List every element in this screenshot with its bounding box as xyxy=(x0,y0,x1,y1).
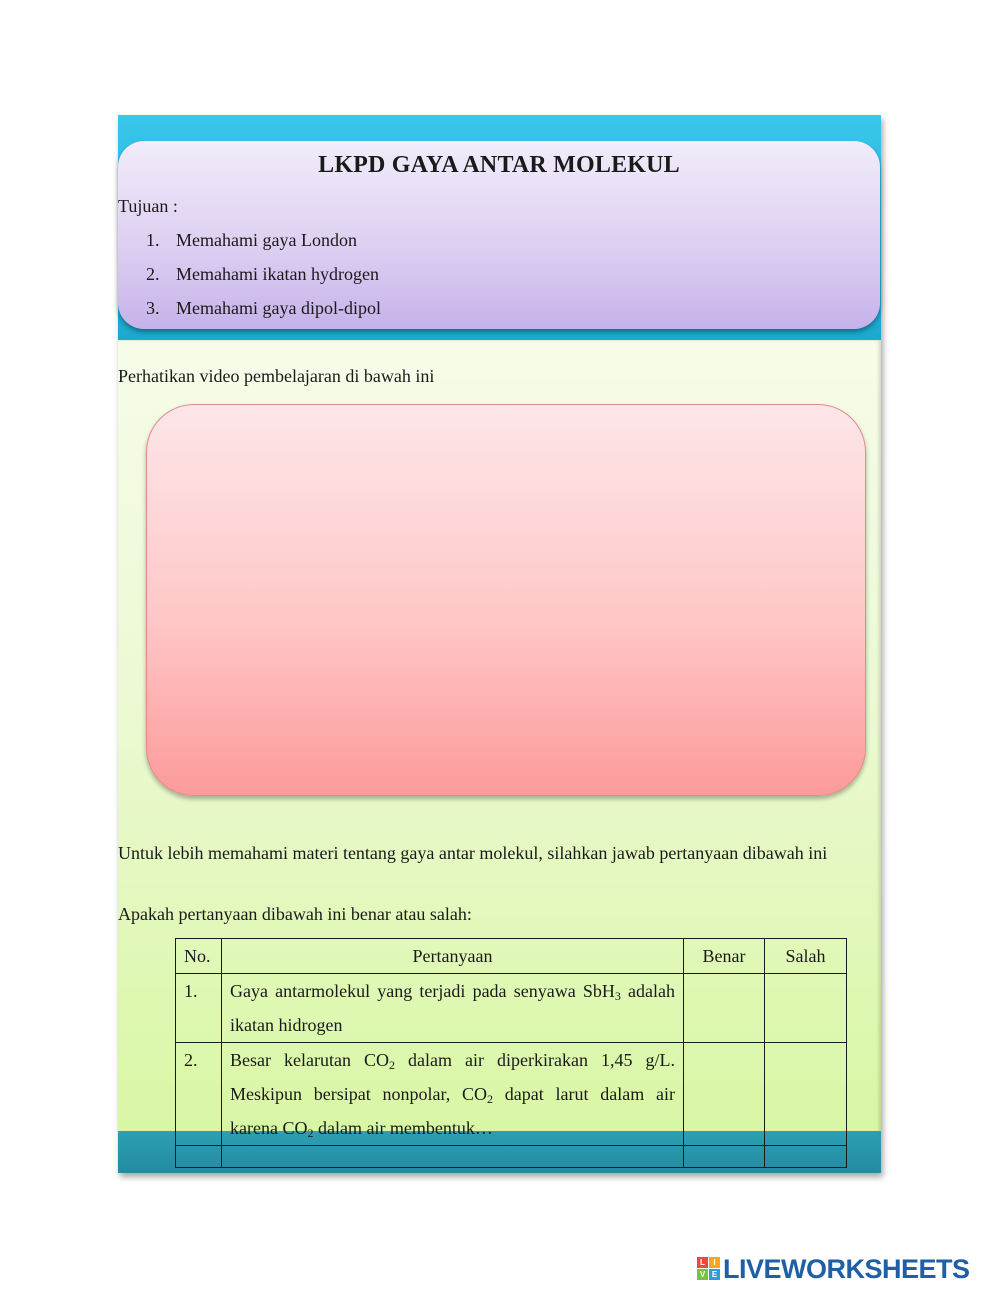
logo-letter: E xyxy=(709,1269,720,1280)
logo-letter: V xyxy=(697,1269,708,1280)
subscript: 2 xyxy=(389,1058,395,1072)
question-text-part: dalam air membentuk… xyxy=(313,1118,493,1138)
header-question: Pertanyaan xyxy=(222,939,684,974)
objective-text: Memahami ikatan hydrogen xyxy=(176,264,379,284)
header-no: No. xyxy=(176,939,222,974)
liveworksheets-logo[interactable] xyxy=(697,1254,970,1284)
table-row xyxy=(176,1043,847,1146)
answer-true-cell[interactable] xyxy=(684,974,765,1043)
question-text xyxy=(222,1043,684,1146)
header-false: Salah xyxy=(765,939,847,974)
logo-text: LIVEWORKSHEETS xyxy=(723,1253,970,1284)
objective-number: 1. xyxy=(146,230,160,250)
objective-text: Memahami gaya London xyxy=(176,230,357,250)
objective-item xyxy=(146,264,379,285)
logo-letter: I xyxy=(709,1257,720,1268)
row-number: 2. xyxy=(176,1043,222,1146)
question-text-part: adalah ikatan hidrogen xyxy=(230,981,675,1035)
table-row xyxy=(176,974,847,1043)
question-intro: Untuk lebih memahami materi tentang gaya antar molekul, silahkan jawab pertanyaan dibawah ini xyxy=(118,843,828,863)
question-text-part: Gaya antarmolekul yang terjadi pada senyawa SbH xyxy=(230,981,615,1001)
empty-cell[interactable] xyxy=(765,1146,847,1168)
empty-cell xyxy=(176,1146,222,1168)
answer-false-cell[interactable] xyxy=(765,1043,847,1146)
empty-cell xyxy=(222,1146,684,1168)
question-prompt: Apakah pertanyaan dibawah ini benar atau salah: xyxy=(118,904,472,924)
objective-item xyxy=(146,230,357,251)
table-header-row xyxy=(176,939,847,974)
answer-true-cell[interactable] xyxy=(684,1043,765,1146)
subscript: 3 xyxy=(614,989,621,1003)
page-title: LKPD GAYA ANTAR MOLEKUL xyxy=(318,152,680,178)
subscript: 2 xyxy=(487,1092,494,1106)
question-text-part: dapat larut dalam air karena CO xyxy=(230,1084,675,1138)
table-row-empty xyxy=(176,1146,847,1168)
logo-icon xyxy=(697,1257,721,1281)
objectives-label: Tujuan : xyxy=(118,196,178,216)
video-placeholder[interactable] xyxy=(146,404,866,796)
empty-cell[interactable] xyxy=(684,1146,765,1168)
objective-number: 3. xyxy=(146,298,160,318)
question-text xyxy=(222,974,684,1043)
objective-text: Memahami gaya dipol-dipol xyxy=(176,298,381,318)
objective-item xyxy=(146,298,381,319)
logo-letter: L xyxy=(697,1257,708,1268)
question-text-part: dalam air diperkirakan 1,45 g/L. Meskipun bersipat nonpolar, CO xyxy=(230,1050,676,1104)
header-true: Benar xyxy=(684,939,765,974)
answer-false-cell[interactable] xyxy=(765,974,847,1043)
subscript: 2 xyxy=(307,1126,314,1140)
video-instruction: Perhatikan video pembelajaran di bawah ini xyxy=(118,366,435,386)
objective-number: 2. xyxy=(146,264,160,284)
question-table xyxy=(175,938,847,1168)
question-text-part: Besar kelarutan CO xyxy=(230,1050,389,1070)
row-number: 1. xyxy=(176,974,222,1043)
